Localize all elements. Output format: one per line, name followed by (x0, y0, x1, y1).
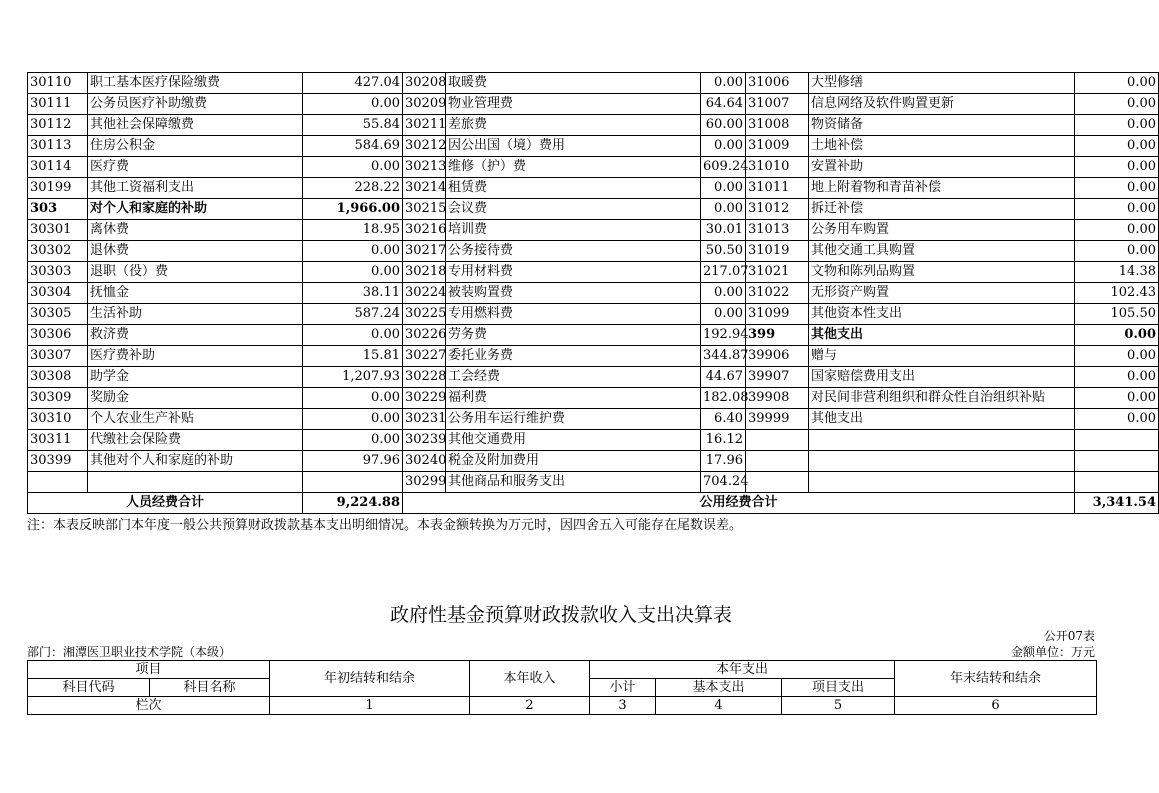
cell-amount-c: 0.00 (1075, 199, 1159, 220)
cell-code-c: 39999 (746, 409, 809, 430)
cell-name-a: 其他社会保障缴费 (88, 115, 303, 136)
cell-name-a: 医疗费补助 (88, 346, 303, 367)
cell-amount-b: 44.67 (701, 367, 746, 388)
cell-code-b: 30208 (403, 73, 446, 94)
table-row (28, 73, 1159, 94)
cell-amount-c: 0.00 (1075, 388, 1159, 409)
cell-code-a: 30303 (28, 262, 88, 283)
table-code: 公开07表 (1043, 629, 1095, 643)
cell-name-b: 工会经费 (446, 367, 701, 388)
cell-amount-a: 584.69 (303, 136, 403, 157)
cell-name-c: 拆迁补偿 (809, 199, 1075, 220)
cell-code-a: 30111 (28, 94, 88, 115)
cell-name-c: 国家赔偿费用支出 (809, 367, 1075, 388)
cell-name-c: 其他资本性支出 (809, 304, 1075, 325)
cell-code-a: 30306 (28, 325, 88, 346)
public-total-value: 3,341.54 (1075, 493, 1159, 514)
cell-name-b: 培训费 (446, 220, 701, 241)
totals-row (28, 493, 1159, 514)
cell-amount-a: 55.84 (303, 115, 403, 136)
cell-amount-c: 102.43 (1075, 283, 1159, 304)
cell-amount-a: 1,207.93 (303, 367, 403, 388)
cell-amount-a: 0.00 (303, 409, 403, 430)
cell-name-a: 其他对个人和家庭的补助 (88, 451, 303, 472)
cell-name-a: 退休费 (88, 241, 303, 262)
cell-amount-a: 0.00 (303, 241, 403, 262)
cell-name-b: 公务用车运行维护费 (446, 409, 701, 430)
cell-name-b: 税金及附加费用 (446, 451, 701, 472)
cell-code-a: 30311 (28, 430, 88, 451)
cell-code-b: 30231 (403, 409, 446, 430)
cell-amount-b: 16.12 (701, 430, 746, 451)
header-code: 科目代码 (28, 679, 150, 697)
cell-code-b: 30240 (403, 451, 446, 472)
personnel-total-label: 人员经费合计 (28, 493, 303, 514)
cell-name-b: 公务接待费 (446, 241, 701, 262)
cell-name-a: 生活补助 (88, 304, 303, 325)
amount-unit-label: 金额单位：万元 (1010, 645, 1095, 659)
cell-code-a: 30310 (28, 409, 88, 430)
cell-name-b: 被装购置费 (446, 283, 701, 304)
cell-amount-c: 0.00 (1075, 241, 1159, 262)
cell-code-c: 31012 (746, 199, 809, 220)
cell-name-b: 劳务费 (446, 325, 701, 346)
cell-name-c (809, 451, 1075, 472)
cell-name-c: 信息网络及软件购置更新 (809, 94, 1075, 115)
cell-code-b: 30216 (403, 220, 446, 241)
department-label: 部门：湘潭医卫职业技术学院（本级） (27, 645, 232, 659)
header-income: 本年收入 (470, 661, 590, 697)
cell-amount-b: 0.00 (701, 283, 746, 304)
cell-name-a: 公务员医疗补助缴费 (88, 94, 303, 115)
cell-amount-b: 192.94 (701, 325, 746, 346)
cell-name-a: 退职（役）费 (88, 262, 303, 283)
cell-amount-a: 1,966.00 (303, 199, 403, 220)
cell-code-a: 30309 (28, 388, 88, 409)
cell-amount-c: 105.50 (1075, 304, 1159, 325)
cell-code-b: 30215 (403, 199, 446, 220)
cell-amount-c: 0.00 (1075, 346, 1159, 367)
header-begin-balance: 年初结转和结余 (270, 661, 470, 697)
cell-code-a: 30112 (28, 115, 88, 136)
cell-name-b: 专用材料费 (446, 262, 701, 283)
cell-code-c (746, 430, 809, 451)
cell-code-b: 30299 (403, 472, 446, 493)
cell-code-a: 30110 (28, 73, 88, 94)
cell-code-c: 31019 (746, 241, 809, 262)
cell-amount-a: 18.95 (303, 220, 403, 241)
personnel-total-value: 9,224.88 (303, 493, 403, 514)
cell-amount-a: 587.24 (303, 304, 403, 325)
cell-code-c: 31011 (746, 178, 809, 199)
cell-code-c: 31010 (746, 157, 809, 178)
table-row (28, 472, 1159, 493)
cell-amount-c (1075, 451, 1159, 472)
cell-name-b: 专用燃料费 (446, 304, 701, 325)
cell-code-c: 31009 (746, 136, 809, 157)
cell-name-b: 委托业务费 (446, 346, 701, 367)
cell-amount-c: 0.00 (1075, 73, 1159, 94)
cell-name-c: 安置补助 (809, 157, 1075, 178)
cell-name-c: 公务用车购置 (809, 220, 1075, 241)
cell-code-b: 30214 (403, 178, 446, 199)
cell-name-c: 无形资产购置 (809, 283, 1075, 304)
cell-amount-c: 0.00 (1075, 220, 1159, 241)
cell-amount-a: 0.00 (303, 262, 403, 283)
table-row (28, 283, 1159, 304)
cell-code-a: 30399 (28, 451, 88, 472)
expense-detail-table (27, 72, 1159, 514)
cell-code-a: 30308 (28, 367, 88, 388)
table-row (28, 409, 1159, 430)
cell-code-a: 30114 (28, 157, 88, 178)
cell-amount-c: 0.00 (1075, 325, 1159, 346)
cell-name-a: 其他工资福利支出 (88, 178, 303, 199)
cell-code-b: 30224 (403, 283, 446, 304)
cell-name-a: 奖励金 (88, 388, 303, 409)
cell-amount-b: 6.40 (701, 409, 746, 430)
cell-name-a: 职工基本医疗保险缴费 (88, 73, 303, 94)
cell-name-c (809, 430, 1075, 451)
cell-name-b: 因公出国（境）费用 (446, 136, 701, 157)
cell-name-c: 文物和陈列品购置 (809, 262, 1075, 283)
table-row (28, 304, 1159, 325)
cell-name-b: 其他商品和服务支出 (446, 472, 701, 493)
cell-amount-c: 0.00 (1075, 367, 1159, 388)
cell-code-c: 39907 (746, 367, 809, 388)
cell-name-a: 个人农业生产补贴 (88, 409, 303, 430)
table-note: 注：本表反映部门本年度一般公共预算财政拨款基本支出明细情况。本表金额转换为万元时，因四舍五入可能存在尾数误差。 (27, 518, 743, 533)
cell-name-b: 其他交通费用 (446, 430, 701, 451)
cell-amount-c: 0.00 (1075, 136, 1159, 157)
cell-code-b: 30227 (403, 346, 446, 367)
table-row (28, 241, 1159, 262)
cell-amount-a: 97.96 (303, 451, 403, 472)
column-number: 4 (656, 697, 782, 715)
column-number: 3 (590, 697, 656, 715)
cell-name-c: 地上附着物和青苗补偿 (809, 178, 1075, 199)
cell-name-a: 助学金 (88, 367, 303, 388)
cell-name-a: 医疗费 (88, 157, 303, 178)
cell-amount-c: 0.00 (1075, 409, 1159, 430)
column-number: 2 (470, 697, 590, 715)
table-row (28, 388, 1159, 409)
cell-amount-c: 0.00 (1075, 157, 1159, 178)
cell-amount-b: 0.00 (701, 199, 746, 220)
cell-amount-a: 0.00 (303, 325, 403, 346)
cell-code-c: 31007 (746, 94, 809, 115)
cell-amount-b: 50.50 (701, 241, 746, 262)
cell-code-c: 39906 (746, 346, 809, 367)
column-number: 5 (782, 697, 895, 715)
cell-name-c: 其他交通工具购置 (809, 241, 1075, 262)
cell-name-a: 对个人和家庭的补助 (88, 199, 303, 220)
cell-amount-b: 217.07 (701, 262, 746, 283)
table-row (28, 178, 1159, 199)
cell-amount-b: 30.01 (701, 220, 746, 241)
table-row (28, 220, 1159, 241)
cell-code-c: 31006 (746, 73, 809, 94)
cell-amount-a: 38.11 (303, 283, 403, 304)
cell-code-c: 39908 (746, 388, 809, 409)
cell-code-c: 31099 (746, 304, 809, 325)
cell-code-a: 30301 (28, 220, 88, 241)
cell-amount-c: 0.00 (1075, 178, 1159, 199)
header-name: 科目名称 (150, 679, 270, 697)
table-row (28, 430, 1159, 451)
cell-amount-c: 14.38 (1075, 262, 1159, 283)
cell-code-b: 30218 (403, 262, 446, 283)
cell-name-c: 土地补偿 (809, 136, 1075, 157)
cell-amount-b: 704.24 (701, 472, 746, 493)
cell-amount-a: 15.81 (303, 346, 403, 367)
cell-code-b: 30226 (403, 325, 446, 346)
cell-code-a: 30302 (28, 241, 88, 262)
column-number: 6 (895, 697, 1097, 715)
cell-amount-c: 0.00 (1075, 115, 1159, 136)
cell-name-a: 离休费 (88, 220, 303, 241)
page-title: 政府性基金预算财政拨款收入支出决算表 (389, 604, 732, 626)
cell-amount-b: 0.00 (701, 136, 746, 157)
cell-code-a: 30304 (28, 283, 88, 304)
cell-amount-b: 17.96 (701, 451, 746, 472)
cell-code-c: 31022 (746, 283, 809, 304)
header-project: 项目支出 (782, 679, 895, 697)
cell-name-b: 租赁费 (446, 178, 701, 199)
table-row (28, 451, 1159, 472)
cell-code-a: 303 (28, 199, 88, 220)
public-total-label: 公用经费合计 (403, 493, 1075, 514)
header-end-balance: 年末结转和结余 (895, 661, 1097, 697)
cell-code-b: 30225 (403, 304, 446, 325)
cell-name-a: 住房公积金 (88, 136, 303, 157)
cell-amount-b: 344.87 (701, 346, 746, 367)
cell-code-b: 30213 (403, 157, 446, 178)
cell-code-a: 30307 (28, 346, 88, 367)
header-item: 项目 (28, 661, 270, 679)
table-row (28, 262, 1159, 283)
header-subtotal: 小计 (590, 679, 656, 697)
cell-code-b: 30228 (403, 367, 446, 388)
cell-amount-c (1075, 472, 1159, 493)
cell-name-b: 物业管理费 (446, 94, 701, 115)
cell-code-c: 31008 (746, 115, 809, 136)
cell-code-b: 30212 (403, 136, 446, 157)
cell-code-a: 30199 (28, 178, 88, 199)
cell-name-c: 对民间非营利组织和群众性自治组织补贴 (809, 388, 1075, 409)
cell-amount-b: 64.64 (701, 94, 746, 115)
cell-amount-a: 0.00 (303, 94, 403, 115)
cell-name-c: 物资储备 (809, 115, 1075, 136)
cell-name-c: 其他支出 (809, 325, 1075, 346)
cell-name-b: 维修（护）费 (446, 157, 701, 178)
fund-budget-table (27, 660, 1097, 715)
cell-amount-b: 609.24 (701, 157, 746, 178)
cell-code-b: 30229 (403, 388, 446, 409)
table-row (28, 94, 1159, 115)
cell-name-c: 大型修缮 (809, 73, 1075, 94)
cell-name-c (809, 472, 1075, 493)
cell-amount-a: 0.00 (303, 430, 403, 451)
cell-code-c (746, 472, 809, 493)
table-row (28, 136, 1159, 157)
cell-amount-a: 228.22 (303, 178, 403, 199)
table-row (28, 115, 1159, 136)
cell-name-a (88, 472, 303, 493)
cell-code-a: 30113 (28, 136, 88, 157)
table-row (28, 199, 1159, 220)
header-expense: 本年支出 (590, 661, 895, 679)
cell-code-b: 30217 (403, 241, 446, 262)
cell-name-b: 福利费 (446, 388, 701, 409)
cell-name-a: 抚恤金 (88, 283, 303, 304)
cell-amount-a: 427.04 (303, 73, 403, 94)
cell-name-a: 代缴社会保险费 (88, 430, 303, 451)
table-row (28, 367, 1159, 388)
cell-name-b: 会议费 (446, 199, 701, 220)
column-number: 1 (270, 697, 470, 715)
cell-amount-a: 0.00 (303, 388, 403, 409)
column-label: 栏次 (28, 697, 270, 715)
cell-name-c: 赠与 (809, 346, 1075, 367)
cell-code-c: 31013 (746, 220, 809, 241)
cell-code-c (746, 451, 809, 472)
cell-code-c: 31021 (746, 262, 809, 283)
cell-code-a (28, 472, 88, 493)
cell-code-b: 30209 (403, 94, 446, 115)
table-row (28, 157, 1159, 178)
cell-name-c: 其他支出 (809, 409, 1075, 430)
cell-amount-c: 0.00 (1075, 94, 1159, 115)
table-row (28, 325, 1159, 346)
cell-amount-b: 182.08 (701, 388, 746, 409)
cell-name-b: 差旅费 (446, 115, 701, 136)
cell-code-c: 399 (746, 325, 809, 346)
cell-amount-b: 60.00 (701, 115, 746, 136)
cell-amount-a (303, 472, 403, 493)
cell-amount-b: 0.00 (701, 304, 746, 325)
header-basic: 基本支出 (656, 679, 782, 697)
table-row (28, 346, 1159, 367)
cell-amount-c (1075, 430, 1159, 451)
cell-amount-b: 0.00 (701, 73, 746, 94)
cell-code-a: 30305 (28, 304, 88, 325)
cell-code-b: 30239 (403, 430, 446, 451)
cell-code-b: 30211 (403, 115, 446, 136)
cell-name-b: 取暖费 (446, 73, 701, 94)
cell-amount-b: 0.00 (701, 178, 746, 199)
cell-amount-a: 0.00 (303, 157, 403, 178)
cell-name-a: 救济费 (88, 325, 303, 346)
